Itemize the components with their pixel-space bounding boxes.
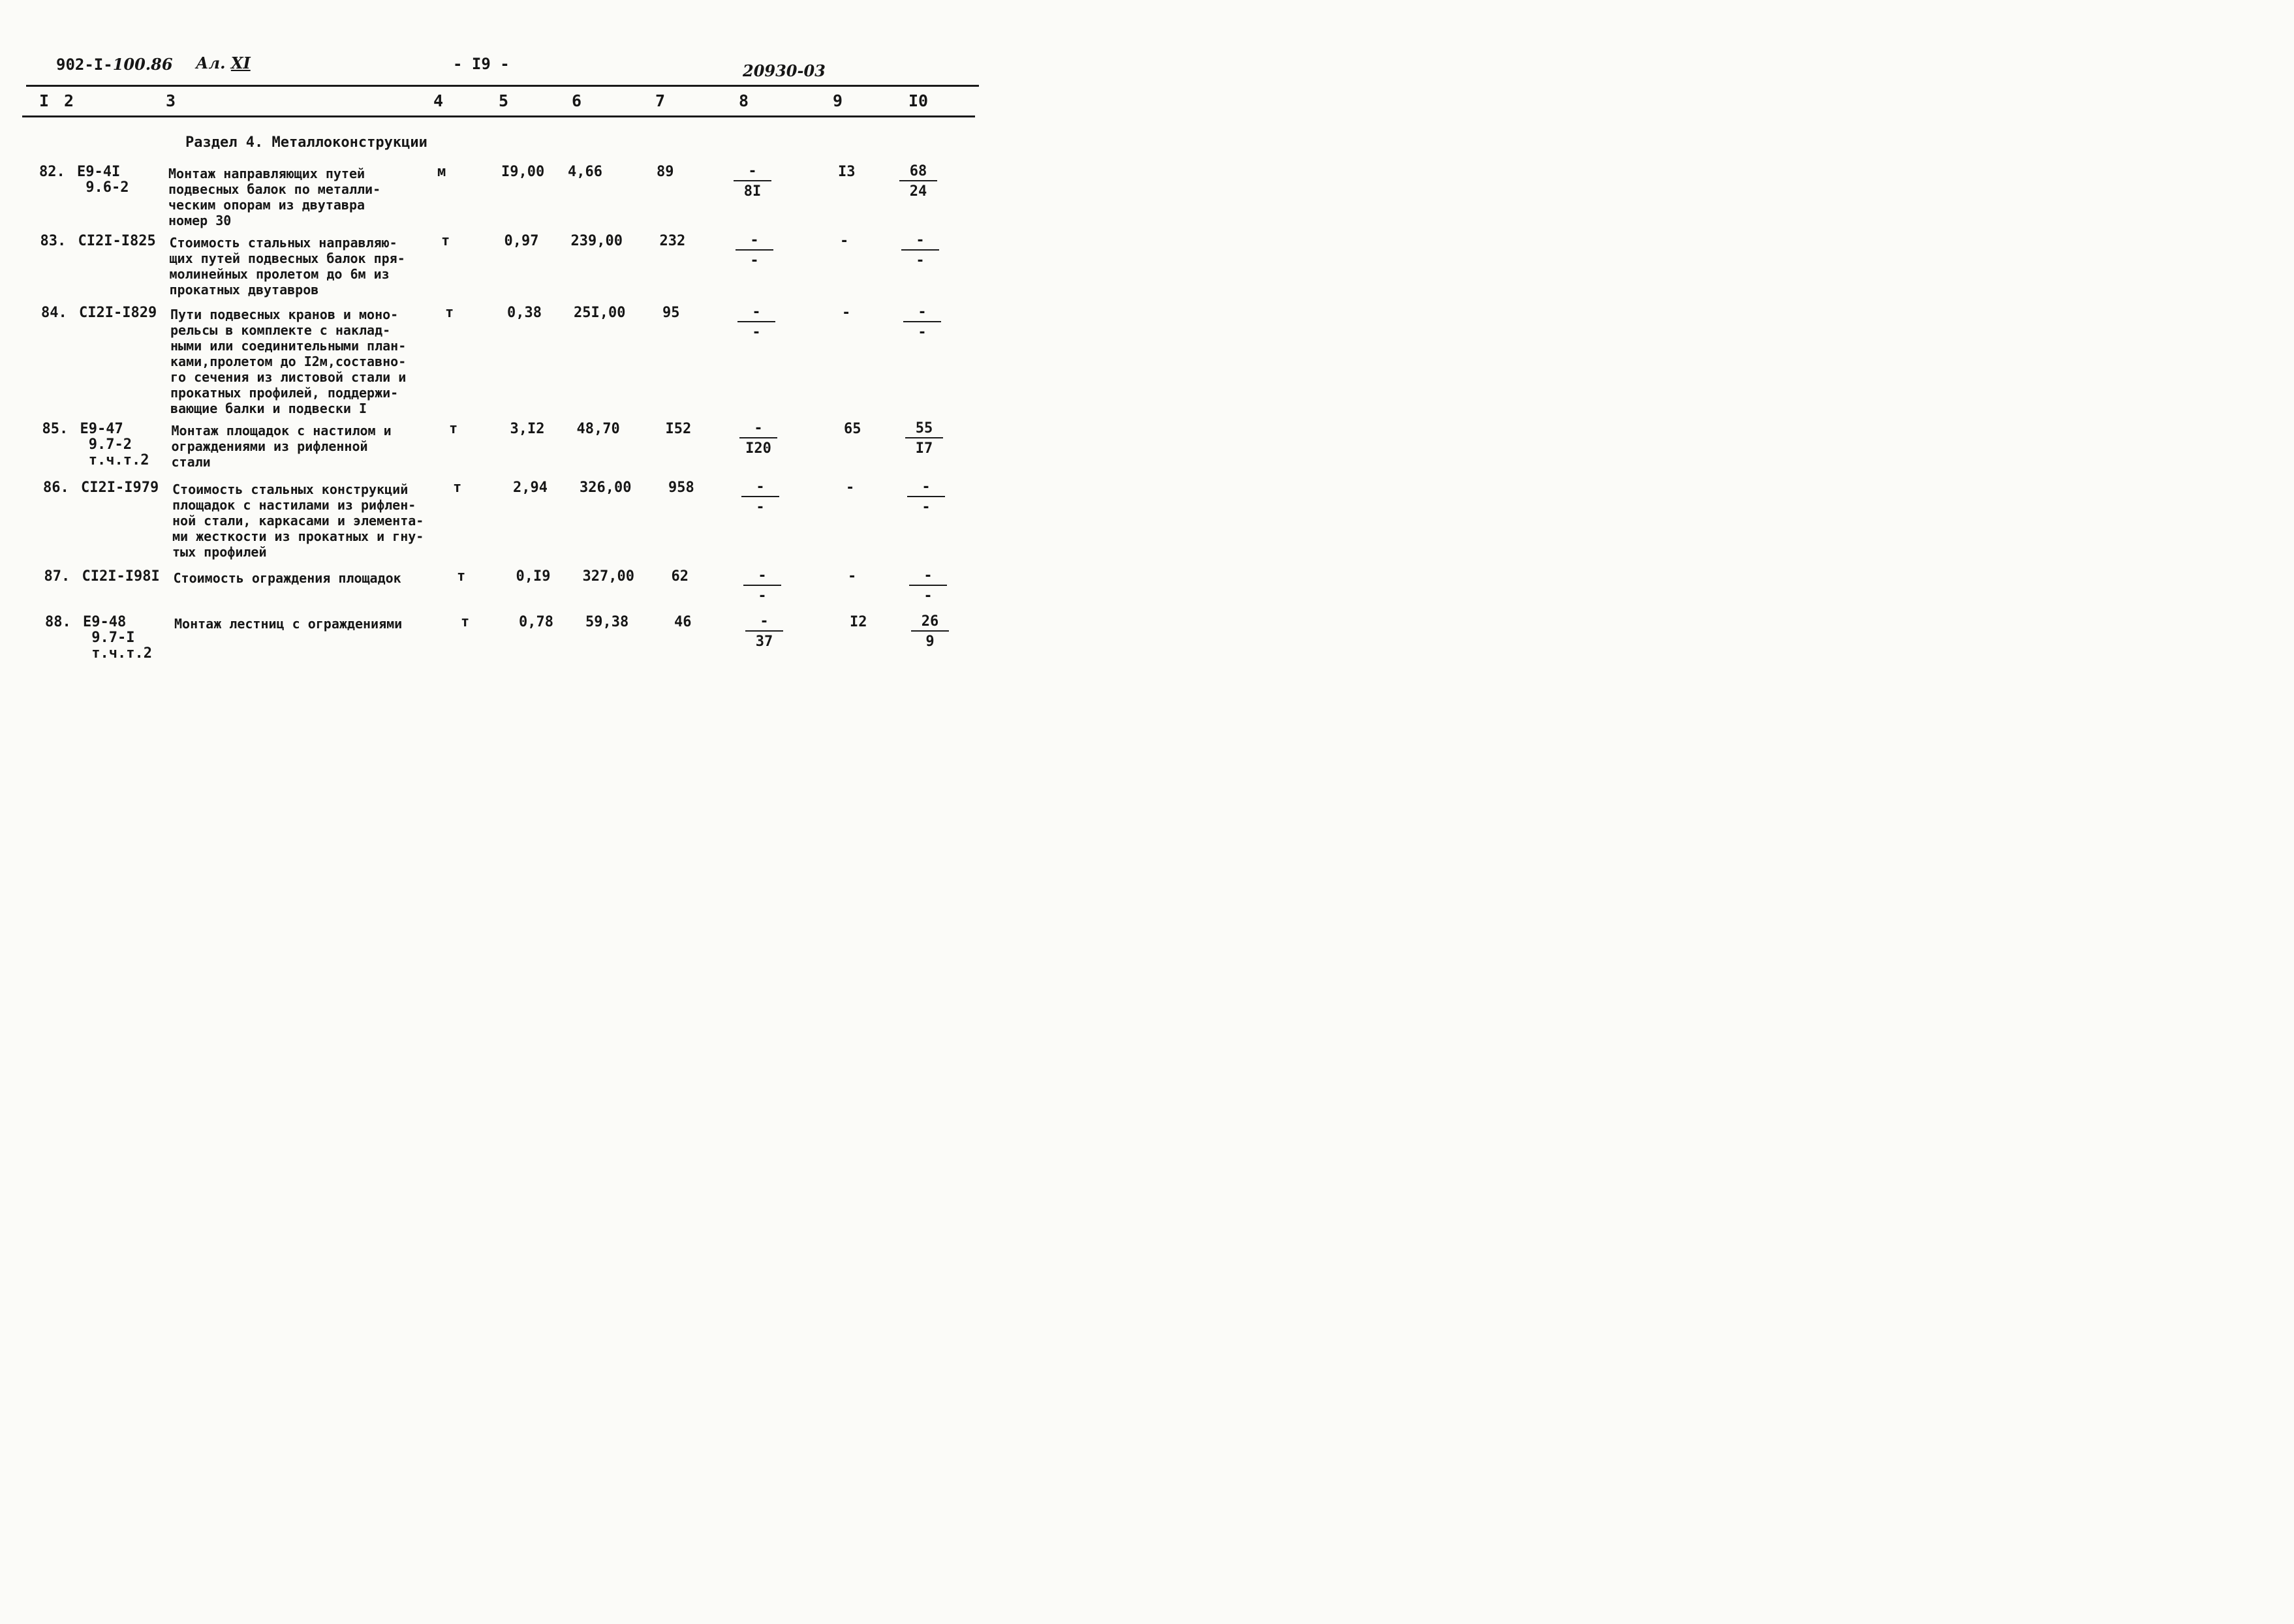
unit-price: 4,66 [568,164,602,180]
header-top-rule [26,85,979,87]
col9-value: - [846,480,855,496]
col10-value-numerator: - [918,304,927,320]
norm-code: E9-48 9.7-I т.ч.т.2 [83,614,152,662]
col10-value-fraction-line [901,249,939,251]
quantity: 2,94 [513,480,548,496]
col10-value-denominator: - [916,253,925,269]
work-description: Стоимость стальных направляю- щих путей подвесных балок пря- молинейных пролетом до 6м из прокатных двутавров [169,235,405,298]
col10-value [897,234,943,270]
work-description: Монтаж лестниц с ограждениями [174,616,403,632]
quantity: 0,38 [507,305,542,321]
column-number: 5 [499,91,509,110]
col9-value: - [848,568,857,585]
column-number: 4 [433,91,444,110]
col10-value-denominator: I7 [915,440,933,457]
col8-value-denominator: 37 [755,634,773,650]
col10-value [899,305,945,342]
column-number: 2 [64,91,74,110]
col10-value-denominator: 24 [909,183,927,200]
unit-price: 327,00 [582,568,634,585]
col8-value-numerator: - [750,232,759,249]
col10-value [903,480,949,517]
quantity: 3,I2 [510,421,545,437]
col10-value-denominator: - [922,499,931,515]
norm-code: CI2I-I979 [81,480,159,496]
col8-value-denominator: - [752,324,761,341]
unit-price: 48,70 [576,421,620,437]
col8-value-fraction-line [737,321,775,322]
col10-value-numerator: 55 [915,420,933,437]
col10-value-numerator: - [916,232,925,249]
row-number: 86. [43,480,69,496]
unit: т [445,305,454,321]
quantity: 0,I9 [516,568,551,585]
total-cost: 89 [657,164,674,180]
total-cost: 62 [671,568,689,585]
col10-value-fraction-line [909,585,947,586]
quantity: I9,00 [501,164,545,180]
row-number: 82. [39,164,65,180]
col8-value-fraction-line [739,437,777,438]
col10-value-fraction-line [905,437,943,438]
column-number: I0 [908,91,929,110]
inventory-number: 20930-03 [743,61,826,80]
col8-value [736,421,781,458]
col10-value-denominator: 9 [925,634,935,650]
unit-price: 239,00 [570,233,623,249]
col8-value-denominator: 8I [743,183,762,200]
norm-code: CI2I-I829 [79,305,157,321]
col8-value-fraction-line [743,585,781,586]
col8-value [737,480,783,517]
col8-value-numerator: - [760,613,769,630]
col8-value [730,164,775,201]
col9-value: I3 [838,164,856,180]
sheet-mark [196,54,251,72]
unit: т [441,233,450,249]
norm-code: CI2I-I98I [82,568,160,585]
unit-price: 59,38 [585,614,629,630]
col8-value [734,305,779,342]
col10-value-denominator: - [918,324,927,341]
total-cost: 232 [659,233,686,249]
sheet-number: XI [230,54,251,72]
page-number: - I9 - [453,55,510,73]
col10-value-numerator: 68 [909,163,927,179]
col8-value-numerator: - [752,304,761,320]
work-description: Стоимость стальных конструкций площадок с настилами из рифлен- ной стали, каркасами и элемента- ми жесткости из прокатных и гну- тых профилей [172,482,424,560]
column-number: 6 [572,91,582,110]
quantity: 0,97 [504,233,539,249]
col8-value-denominator: - [756,499,765,515]
work-description: Монтаж направляющих путей подвесных балок по металли- ческим опорам из двутавра номер 30 [168,166,381,228]
work-description: Пути подвесных кранов и моно- рельсы в комплекте с наклад- ными или соединительными план- ками,пролетом до I2м,составно- го сечения из листовой стали и прокатных профилей, поддержи- вающие балки и подвески I [170,307,407,416]
doc-code [56,55,173,74]
col8-value-numerator: - [748,163,757,179]
col8-value-fraction-line [745,630,783,632]
col10-value-fraction-line [907,496,945,497]
work-description: Монтаж площадок с настилом и ограждениями из рифленной стали [171,423,392,470]
row-number: 83. [40,233,67,249]
col8-value-denominator: - [750,253,759,269]
col10-value [905,569,951,605]
unit-price: 326,00 [580,480,632,496]
col8-value [741,615,787,651]
unit: т [453,480,462,496]
column-number: 8 [739,91,749,110]
col10-value-fraction-line [903,321,941,322]
col8-value-fraction-line [736,249,773,251]
column-number: I [39,91,50,110]
col10-value [901,421,947,458]
unit: м [437,164,446,180]
col8-value [732,234,777,270]
row-number: 84. [41,305,67,321]
column-number: 7 [655,91,666,110]
col9-value: 65 [844,421,861,437]
doc-code-handwritten: 100.86 [112,55,173,74]
col9-value: - [842,305,851,321]
col10-value-fraction-line [899,180,937,181]
norm-code: CI2I-I825 [78,233,156,249]
unit: т [457,568,466,585]
unit-price: 25I,00 [574,305,626,321]
col10-value [907,615,953,651]
quantity: 0,78 [519,614,553,630]
unit: т [461,614,470,630]
col9-value: - [840,233,849,249]
col9-value: I2 [850,614,867,630]
row-number: 87. [44,568,70,585]
sheet-mark-label: Ал. [196,54,226,72]
total-cost: I52 [665,421,692,437]
col8-value-denominator: I20 [745,440,771,457]
row-number: 88. [45,614,71,630]
col10-value-fraction-line [911,630,949,632]
col8-value-denominator: - [758,588,767,604]
col10-value-numerator: - [923,568,933,584]
header-bottom-rule [22,115,975,117]
doc-code-printed: 902-I- [56,55,113,74]
norm-code: E9-4I 9.6-2 [77,164,129,196]
col8-value-fraction-line [741,496,779,497]
work-description: Стоимость ограждения площадок [173,570,401,586]
total-cost: 958 [668,480,694,496]
col10-value-numerator: 26 [921,613,939,630]
col8-value-numerator: - [758,568,767,584]
col10-value-denominator: - [923,588,933,604]
total-cost: 46 [674,614,692,630]
col8-value [739,569,785,605]
norm-code: E9-47 9.7-2 т.ч.т.2 [80,421,149,468]
total-cost: 95 [662,305,680,321]
unit: т [449,421,458,437]
col10-value [895,164,941,201]
col10-value-numerator: - [922,479,931,495]
column-number: 3 [166,91,176,110]
col8-value-fraction-line [734,180,771,181]
section-title: Раздел 4. Металлоконструкции [185,134,427,151]
column-number: 9 [833,91,843,110]
row-number: 85. [42,421,69,437]
col8-value-numerator: - [754,420,763,437]
col8-value-numerator: - [756,479,765,495]
